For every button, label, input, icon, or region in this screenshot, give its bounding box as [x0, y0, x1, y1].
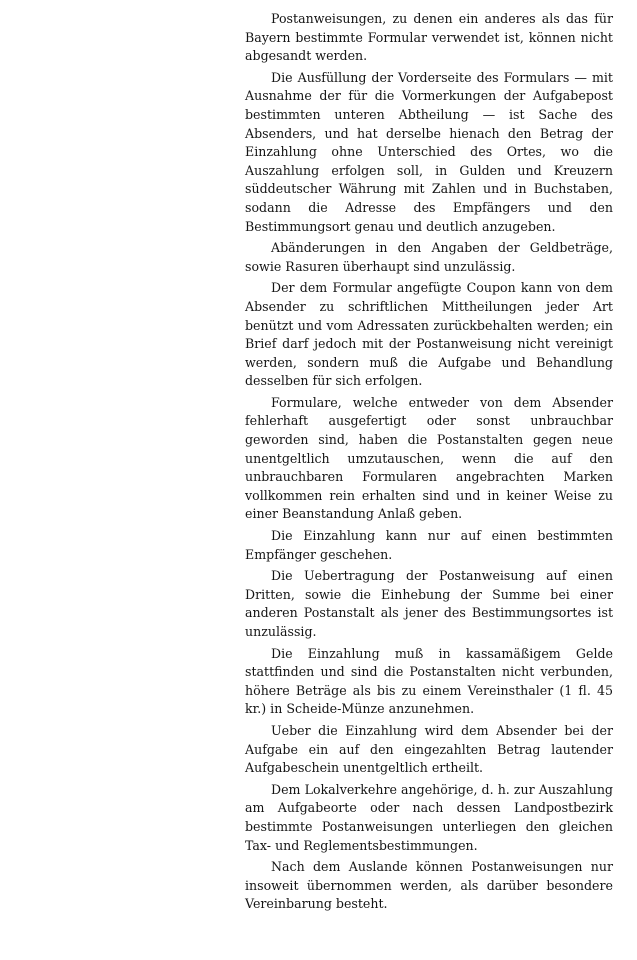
paragraph-1: Postanweisungen, zu denen ein anderes als das für Bayern bestimmte Formular verwendet ist, können nicht abgesandt werden. — [245, 11, 613, 64]
paragraph-2: Die Ausfüllung der Vorderseite des Formulars — mit Ausnahme der für die Vormerkungen der Aufgabepost bestimmten unteren Abtheilung — ist Sache des Absenders, und hat derselbe hienach den Betrag der Einzahlung ohne Unterschied des Ortes, wo die Auszahlung erfolgen soll, in Gulden und Kreuzern süddeutscher Währung mit Zahlen und in Buchstaben, sodann die Adresse des Empfängers und den Bestimmungsort genau und deutlich anzugeben. — [245, 69, 613, 234]
text-column — [245, 10, 613, 914]
paragraph-11: Nach dem Auslande können Postanweisungen nur insoweit übernommen werden, als darüber besondere Vereinbarung besteht. — [245, 859, 613, 912]
paragraph-5: Formulare, welche entweder von dem Absender fehlerhaft ausgefertigt oder sonst unbrauchbar geworden sind, haben die Postanstalten gegen neue unentgeltlich umzutauschen, wenn die auf den unbrauchbaren Formularen angebrachten Marken vollkommen rein erhalten sind und in keiner Weise zu einer Beanstandung Anlaß geben. — [245, 394, 613, 522]
paragraph-9: Ueber die Einzahlung wird dem Absender bei der Aufgabe ein auf den eingezahlten Betrag lautender Aufgabeschein unentgeltlich ertheilt. — [245, 722, 613, 776]
paragraph-7: Die Uebertragung der Postanweisung auf einen Dritten, sowie die Einhebung der Summe bei einer anderen Postanstalt als jener des Bestimmungsortes ist unzulässig. — [245, 568, 613, 639]
paragraph-10: Dem Lokalverkehre angehörige, d. h. zur Auszahlung am Aufgabeorte oder nach dessen Landpostbezirk bestimmte Postanweisungen unterliegen den gleichen Tax- und Reglementsbestimmungen. — [245, 781, 613, 853]
paragraph-3: Abänderungen in den Angaben der Geldbeträge, sowie Rasuren überhaupt sind unzulässig. — [245, 240, 613, 274]
paragraph-8: Die Einzahlung muß in kassamäßigem Gelde stattfinden und sind die Postanstalten nicht verbunden, höhere Beträge als bis zu einem Vereinsthaler (1 fl. 45 kr.) in Scheide-Münze anzunehmen. — [245, 645, 613, 717]
paragraph-4: Der dem Formular angefügte Coupon kann von dem Absender zu schriftlichen Mittheilungen jeder Art benützt und vom Adressaten zurückbehalten werden; ein Brief darf jedoch mit der Postanweisung nicht vereinigt werden, sondern muß die Aufgabe und Behandlung desselben für sich erfolgen. — [245, 280, 613, 389]
paragraph-6: Die Einzahlung kann nur auf einen bestimmten Empfänger geschehen. — [245, 528, 613, 562]
